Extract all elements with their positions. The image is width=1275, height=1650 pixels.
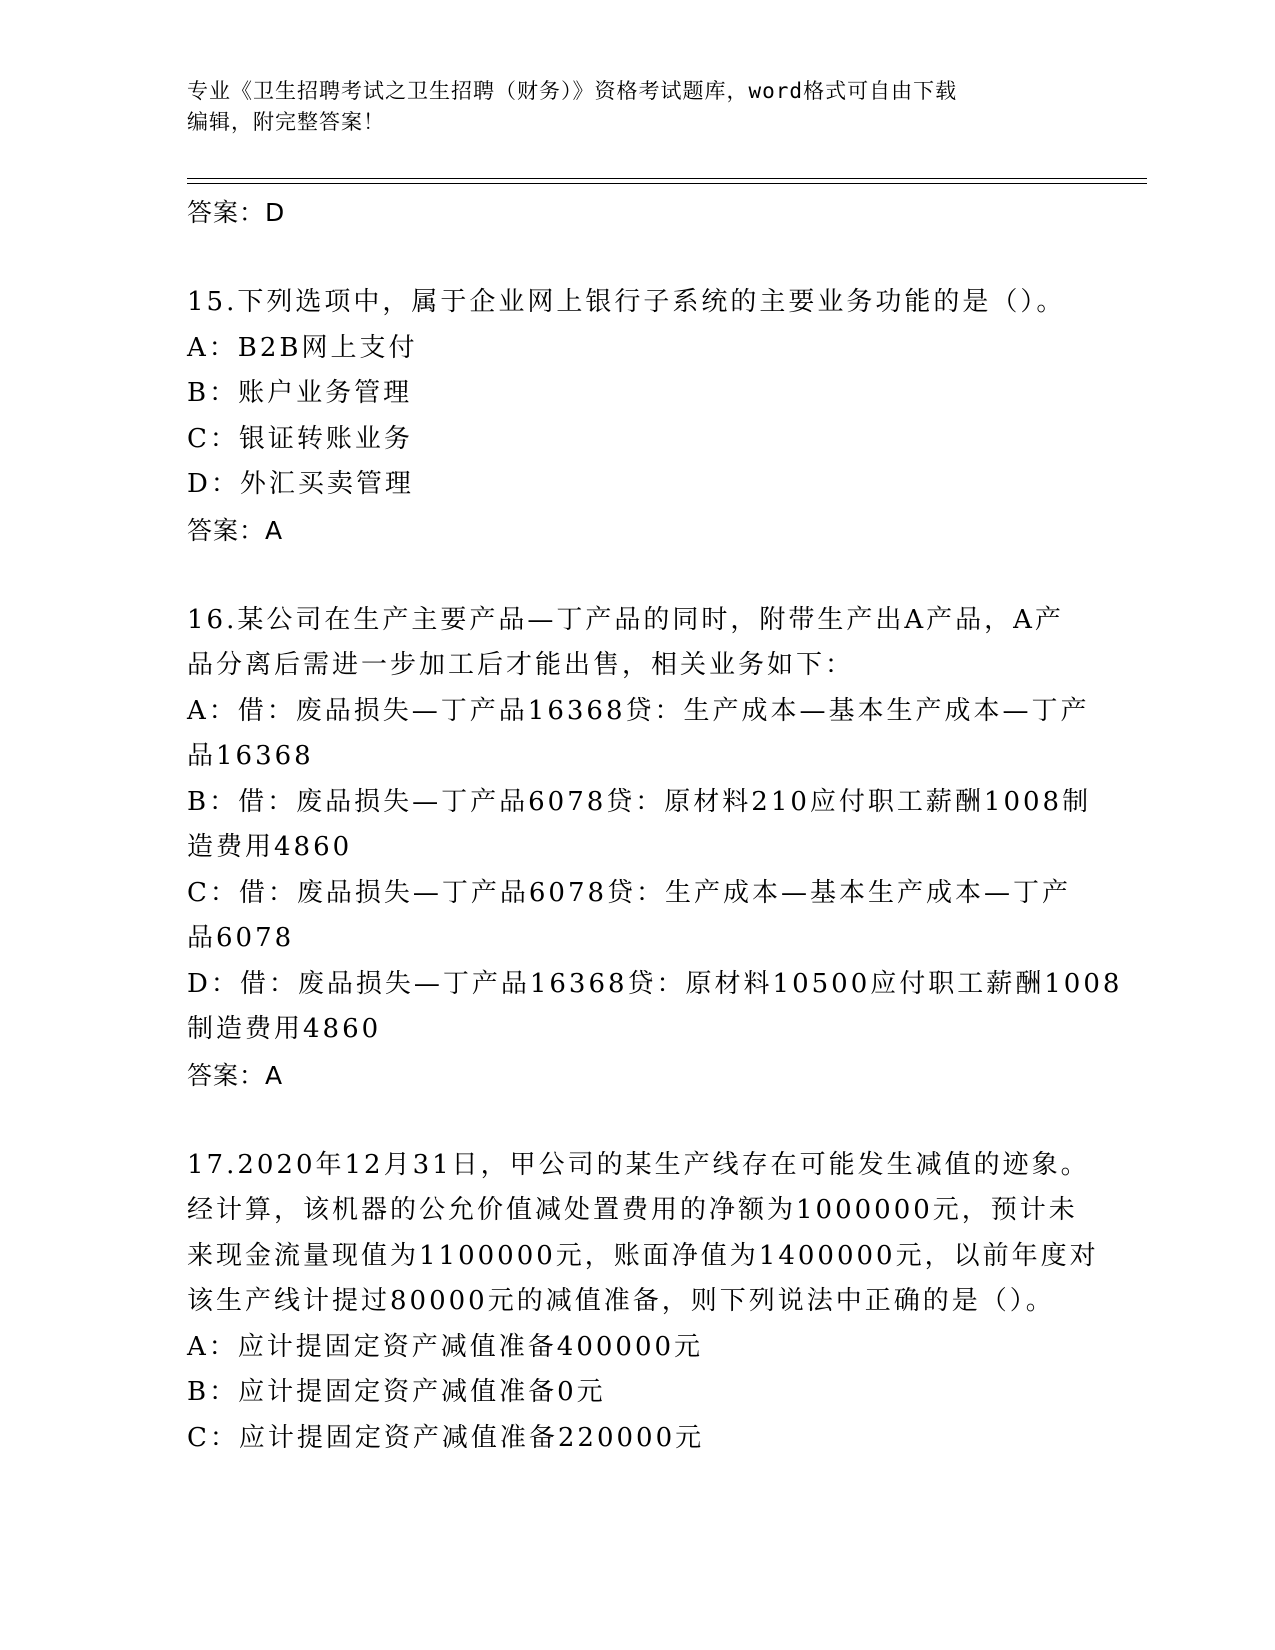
answer-line: 答案：A (187, 515, 284, 545)
option-line: A：借：废品损失—丁产品16368贷：生产成本—基本生产成本—丁产 (187, 695, 1090, 726)
question-stem-line: 15.下列选项中，属于企业网上银行子系统的主要业务功能的是（）。 (187, 287, 1066, 317)
question-spacer (187, 553, 1087, 598)
option-line: 制造费用4860 (187, 1014, 382, 1044)
option-line: 品6078 (187, 923, 295, 953)
question-stem-line: 品分离后需进一步加工后才能出售，相关业务如下： (187, 650, 855, 680)
option-line: A：应计提固定资产减值准备400000元 (187, 1331, 704, 1362)
header-line-2: 编辑，附完整答案！ (187, 110, 385, 134)
question-spacer (187, 1098, 1087, 1143)
question-stem-line: 16.某公司在生产主要产品—丁产品的同时，附带生产出A产品，A产 (187, 604, 1064, 635)
header-divider-bottom (187, 183, 1147, 184)
option-line: 品16368 (187, 741, 314, 771)
document-header (187, 76, 1087, 138)
option-line: B：应计提固定资产减值准备0元 (187, 1377, 606, 1407)
header-line-1: 专业《卫生招聘考试之卫生招聘（财务）》资格考试题库，word格式可自由下载 (187, 79, 958, 103)
question-stem-line: 经计算，该机器的公允价值减处置费用的净额为1000000元，预计未 (187, 1195, 1078, 1225)
header-divider-top (187, 178, 1147, 179)
question-list (187, 190, 1123, 1461)
question-block (187, 598, 1123, 1098)
answer-line: 答案：A (187, 1060, 284, 1090)
option-line: C：借：废品损失—丁产品6078贷：生产成本—基本生产成本—丁产 (187, 877, 1072, 908)
option-line: D：借：废品损失—丁产品16368贷：原材料10500应付职工薪酬1008 (187, 968, 1123, 999)
option-line: C：银证转账业务 (187, 423, 413, 454)
answer-line: 答案：D (187, 198, 286, 227)
question-stem-line: 来现金流量现值为1100000元，账面净值为1400000元，以前年度对 (187, 1240, 1099, 1271)
option-line: C：应计提固定资产减值准备220000元 (187, 1422, 705, 1453)
question-stem-line: 17.2020年12月31日，甲公司的某生产线存在可能发生减值的迹象。 (187, 1149, 1090, 1180)
option-line: 造费用4860 (187, 832, 353, 862)
option-line: D：外汇买卖管理 (187, 469, 414, 499)
question-stem-line: 该生产线计提过80000元的减值准备，则下列说法中正确的是（）。 (187, 1286, 1055, 1316)
question-block (187, 1143, 1099, 1462)
question-spacer (187, 235, 1087, 280)
option-line: A：B2B网上支付 (187, 332, 418, 363)
question-block (187, 280, 1087, 553)
option-line: B：账户业务管理 (187, 378, 413, 408)
option-line: B：借：废品损失—丁产品6078贷：原材料210应付职工薪酬1008制 (187, 786, 1092, 817)
